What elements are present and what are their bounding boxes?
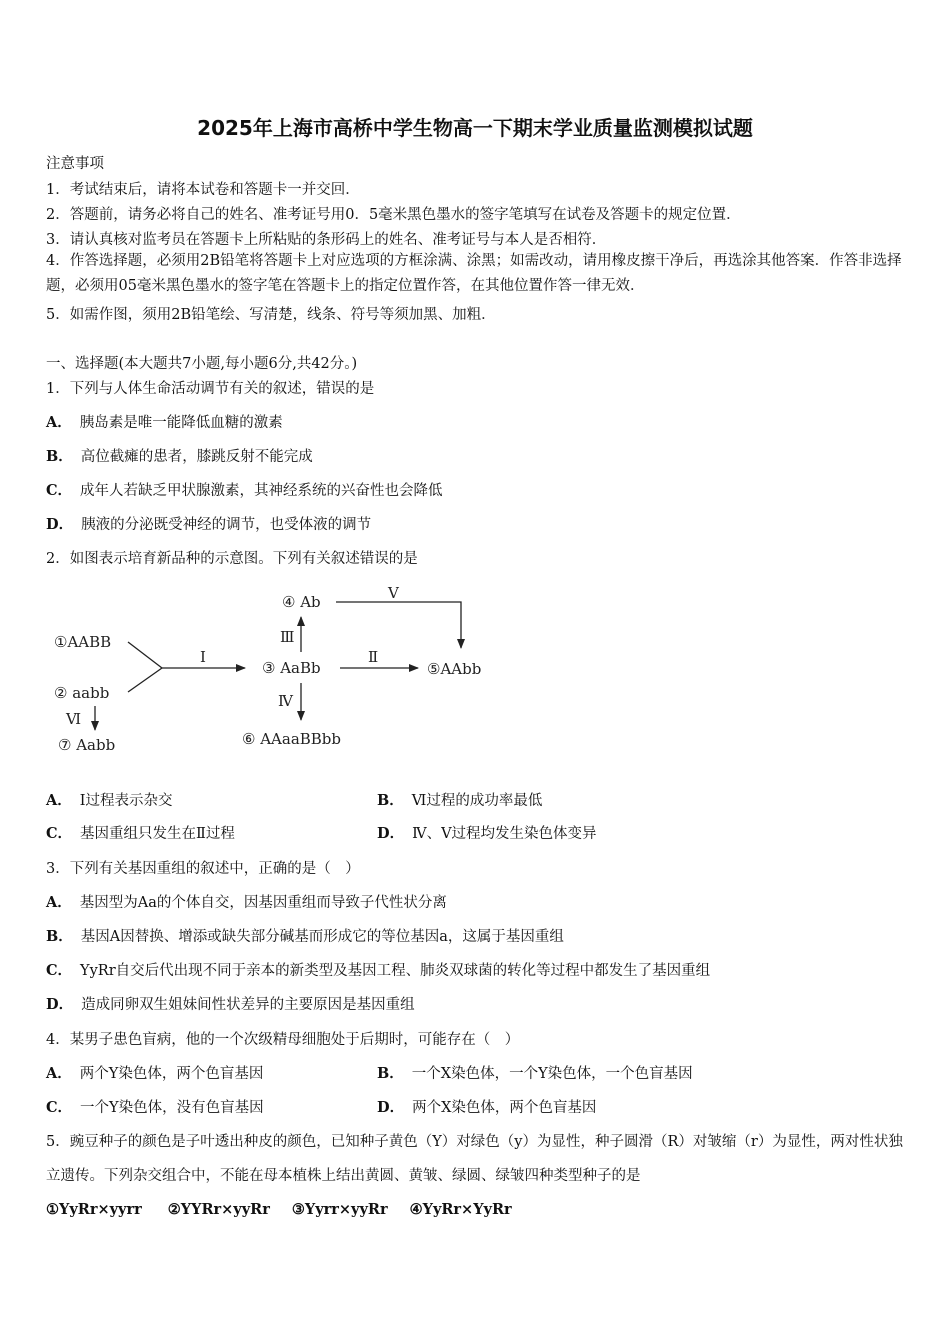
option-label: B．: [46, 928, 73, 945]
merge-line-lower: [128, 668, 162, 692]
process-label-3: Ⅲ: [280, 628, 295, 646]
option: [377, 822, 597, 843]
option-text: 高位截瘫的患者，膝跳反射不能完成: [80, 449, 313, 465]
option-label: D．: [377, 1099, 405, 1116]
question-stem: 5．豌豆种子的颜色是子叶透出种皮的颜色，已知种子黄色（Y）对绿色（y）为显性，种子圆滑（R）对皱缩（r）为显性，两对性状独立遗传。下列杂交组合中，不能在母本植株上结出黄圆、黄皱、绿圆、绿皱四种类型种子的是: [46, 1134, 903, 1184]
option-text: 成年人若缺乏甲状腺激素，其神经系统的兴奋性也会降低: [80, 483, 443, 499]
question-stem: 3．下列有关基因重组的叙述中，正确的是（ ）: [46, 861, 360, 877]
option-label: A．: [46, 792, 72, 809]
option-label: D．: [377, 825, 405, 842]
process-label-5: Ⅴ: [388, 584, 399, 602]
option-text: YyRr自交后代出现不同于亲本的新类型及基因工程、肺炎双球菌的转化等过程中都发生了基因重组: [80, 963, 711, 979]
option-text: Ⅵ过程的成功率最低: [411, 793, 543, 809]
option-label: A．: [46, 414, 72, 431]
option-text: 一个Y染色体，没有色盲基因: [80, 1100, 264, 1116]
option: [377, 1062, 693, 1083]
option-text: 两个X染色体，两个色盲基因: [412, 1100, 597, 1116]
option-text: 造成同卵双生姐妹间性状差异的主要原因是基因重组: [81, 997, 415, 1013]
node-5: ⑤AAbb: [427, 660, 482, 678]
option: [46, 891, 447, 912]
process-label-4: Ⅳ: [278, 692, 293, 710]
notice-item: 1．考试结束后，请将本试卷和答题卡一并交回．: [46, 182, 360, 198]
option: [46, 789, 173, 810]
question-stem: 2．如图表示培育新品种的示意图。下列有关叙述错误的是: [46, 551, 418, 567]
question-stem: 1．下列与人体生命活动调节有关的叙述，错误的是: [46, 381, 375, 397]
option: [46, 993, 415, 1014]
option-label: A．: [46, 1065, 72, 1082]
option-text: 两个Y染色体，两个色盲基因: [79, 1066, 264, 1082]
option: [377, 789, 542, 810]
arrow-process-5: [336, 602, 461, 648]
option: [46, 513, 371, 534]
option-label: B．: [377, 792, 404, 809]
option: [46, 1062, 263, 1083]
option-text: 一个X染色体，一个Y染色体，一个色盲基因: [411, 1066, 693, 1082]
option-text: Ⅰ过程表示杂交: [79, 793, 173, 809]
page-title: 2025年上海市高桥中学生物高一下期末学业质量监测模拟试题: [197, 116, 753, 140]
combo-item: ③Yyrr×yyRr: [291, 1201, 388, 1218]
option-label: C．: [46, 1099, 73, 1116]
section-heading: 一、选择题(本大题共7小题,每小题6分,共42分。): [46, 356, 358, 372]
option-label: C．: [46, 482, 73, 499]
notice-heading: 注意事项: [46, 156, 104, 172]
option: [46, 479, 443, 500]
combo-list: [46, 1201, 512, 1218]
option-label: A．: [46, 894, 72, 911]
combo-item: ①YyRr×yyrr: [46, 1201, 142, 1218]
option-text: Ⅳ、Ⅴ过程均发生染色体变异: [412, 826, 597, 842]
option: [46, 959, 710, 980]
option-label: C．: [46, 962, 73, 979]
node-6: ⑥ AAaaBBbb: [242, 730, 342, 748]
option: [46, 411, 283, 432]
notice-item: 5．如需作图，须用2B铅笔绘、写清楚，线条、符号等须加黑、加粗．: [46, 307, 496, 323]
node-4: ④ Ab: [282, 593, 321, 611]
node-2: ② aabb: [54, 684, 110, 702]
option-text: 胰岛素是唯一能降低血糖的激素: [79, 415, 283, 431]
option-label: D．: [46, 516, 74, 533]
question-stem: 4．某男子患色盲病，他的一个次级精母细胞处于后期时，可能存在（ ）: [46, 1032, 520, 1048]
node-3: ③ AaBb: [262, 659, 321, 677]
notice-item: 3．请认真核对监考员在答题卡上所粘贴的条形码上的姓名、准考证号与本人是否相符．: [46, 232, 607, 248]
option: [46, 1096, 264, 1117]
process-label-6: Ⅵ: [66, 710, 82, 728]
option-label: B．: [46, 448, 73, 465]
node-1: ①AABB: [54, 633, 112, 651]
combo-item: ④YyRr×YyRr: [409, 1201, 512, 1218]
option: [46, 822, 235, 843]
option: [46, 925, 564, 946]
option-label: B．: [377, 1065, 404, 1082]
notice-item: 4．作答选择题，必须用2B铅笔将答题卡上对应选项的方框涂满、涂黑；如需改动，请用橡皮擦干净后，再选涂其他答案．作答非选择题，必须用05毫米黑色墨水的签字笔在答题卡上的指定位置作答，在其他位置作答一律无效．: [46, 253, 902, 294]
process-label-1: Ⅰ: [200, 648, 206, 666]
option-text: 基因A因替换、增添或缺失部分碱基而形成它的等位基因a，这属于基因重组: [80, 929, 564, 945]
merge-line-upper: [128, 642, 162, 668]
option-label: C．: [46, 825, 73, 842]
option-text: 基因重组只发生在Ⅱ过程: [80, 826, 235, 842]
process-label-2: Ⅱ: [368, 648, 379, 666]
option-label: D．: [46, 996, 74, 1013]
option: [377, 1096, 596, 1117]
combo-item: ②YYRr×yyRr: [167, 1201, 270, 1218]
breeding-diagram: [40, 580, 520, 760]
notice-item: 2．答题前，请务必将自己的姓名、准考证号用0．5毫米黑色墨水的签字笔填写在试卷及答题卡的规定位置．: [46, 207, 741, 223]
node-7: ⑦ Aabb: [58, 736, 116, 754]
option: [46, 445, 313, 466]
option-text: 基因型为Aa的个体自交，因基因重组而导致子代性状分离: [79, 895, 447, 911]
option-text: 胰液的分泌既受神经的调节，也受体液的调节: [81, 517, 372, 533]
